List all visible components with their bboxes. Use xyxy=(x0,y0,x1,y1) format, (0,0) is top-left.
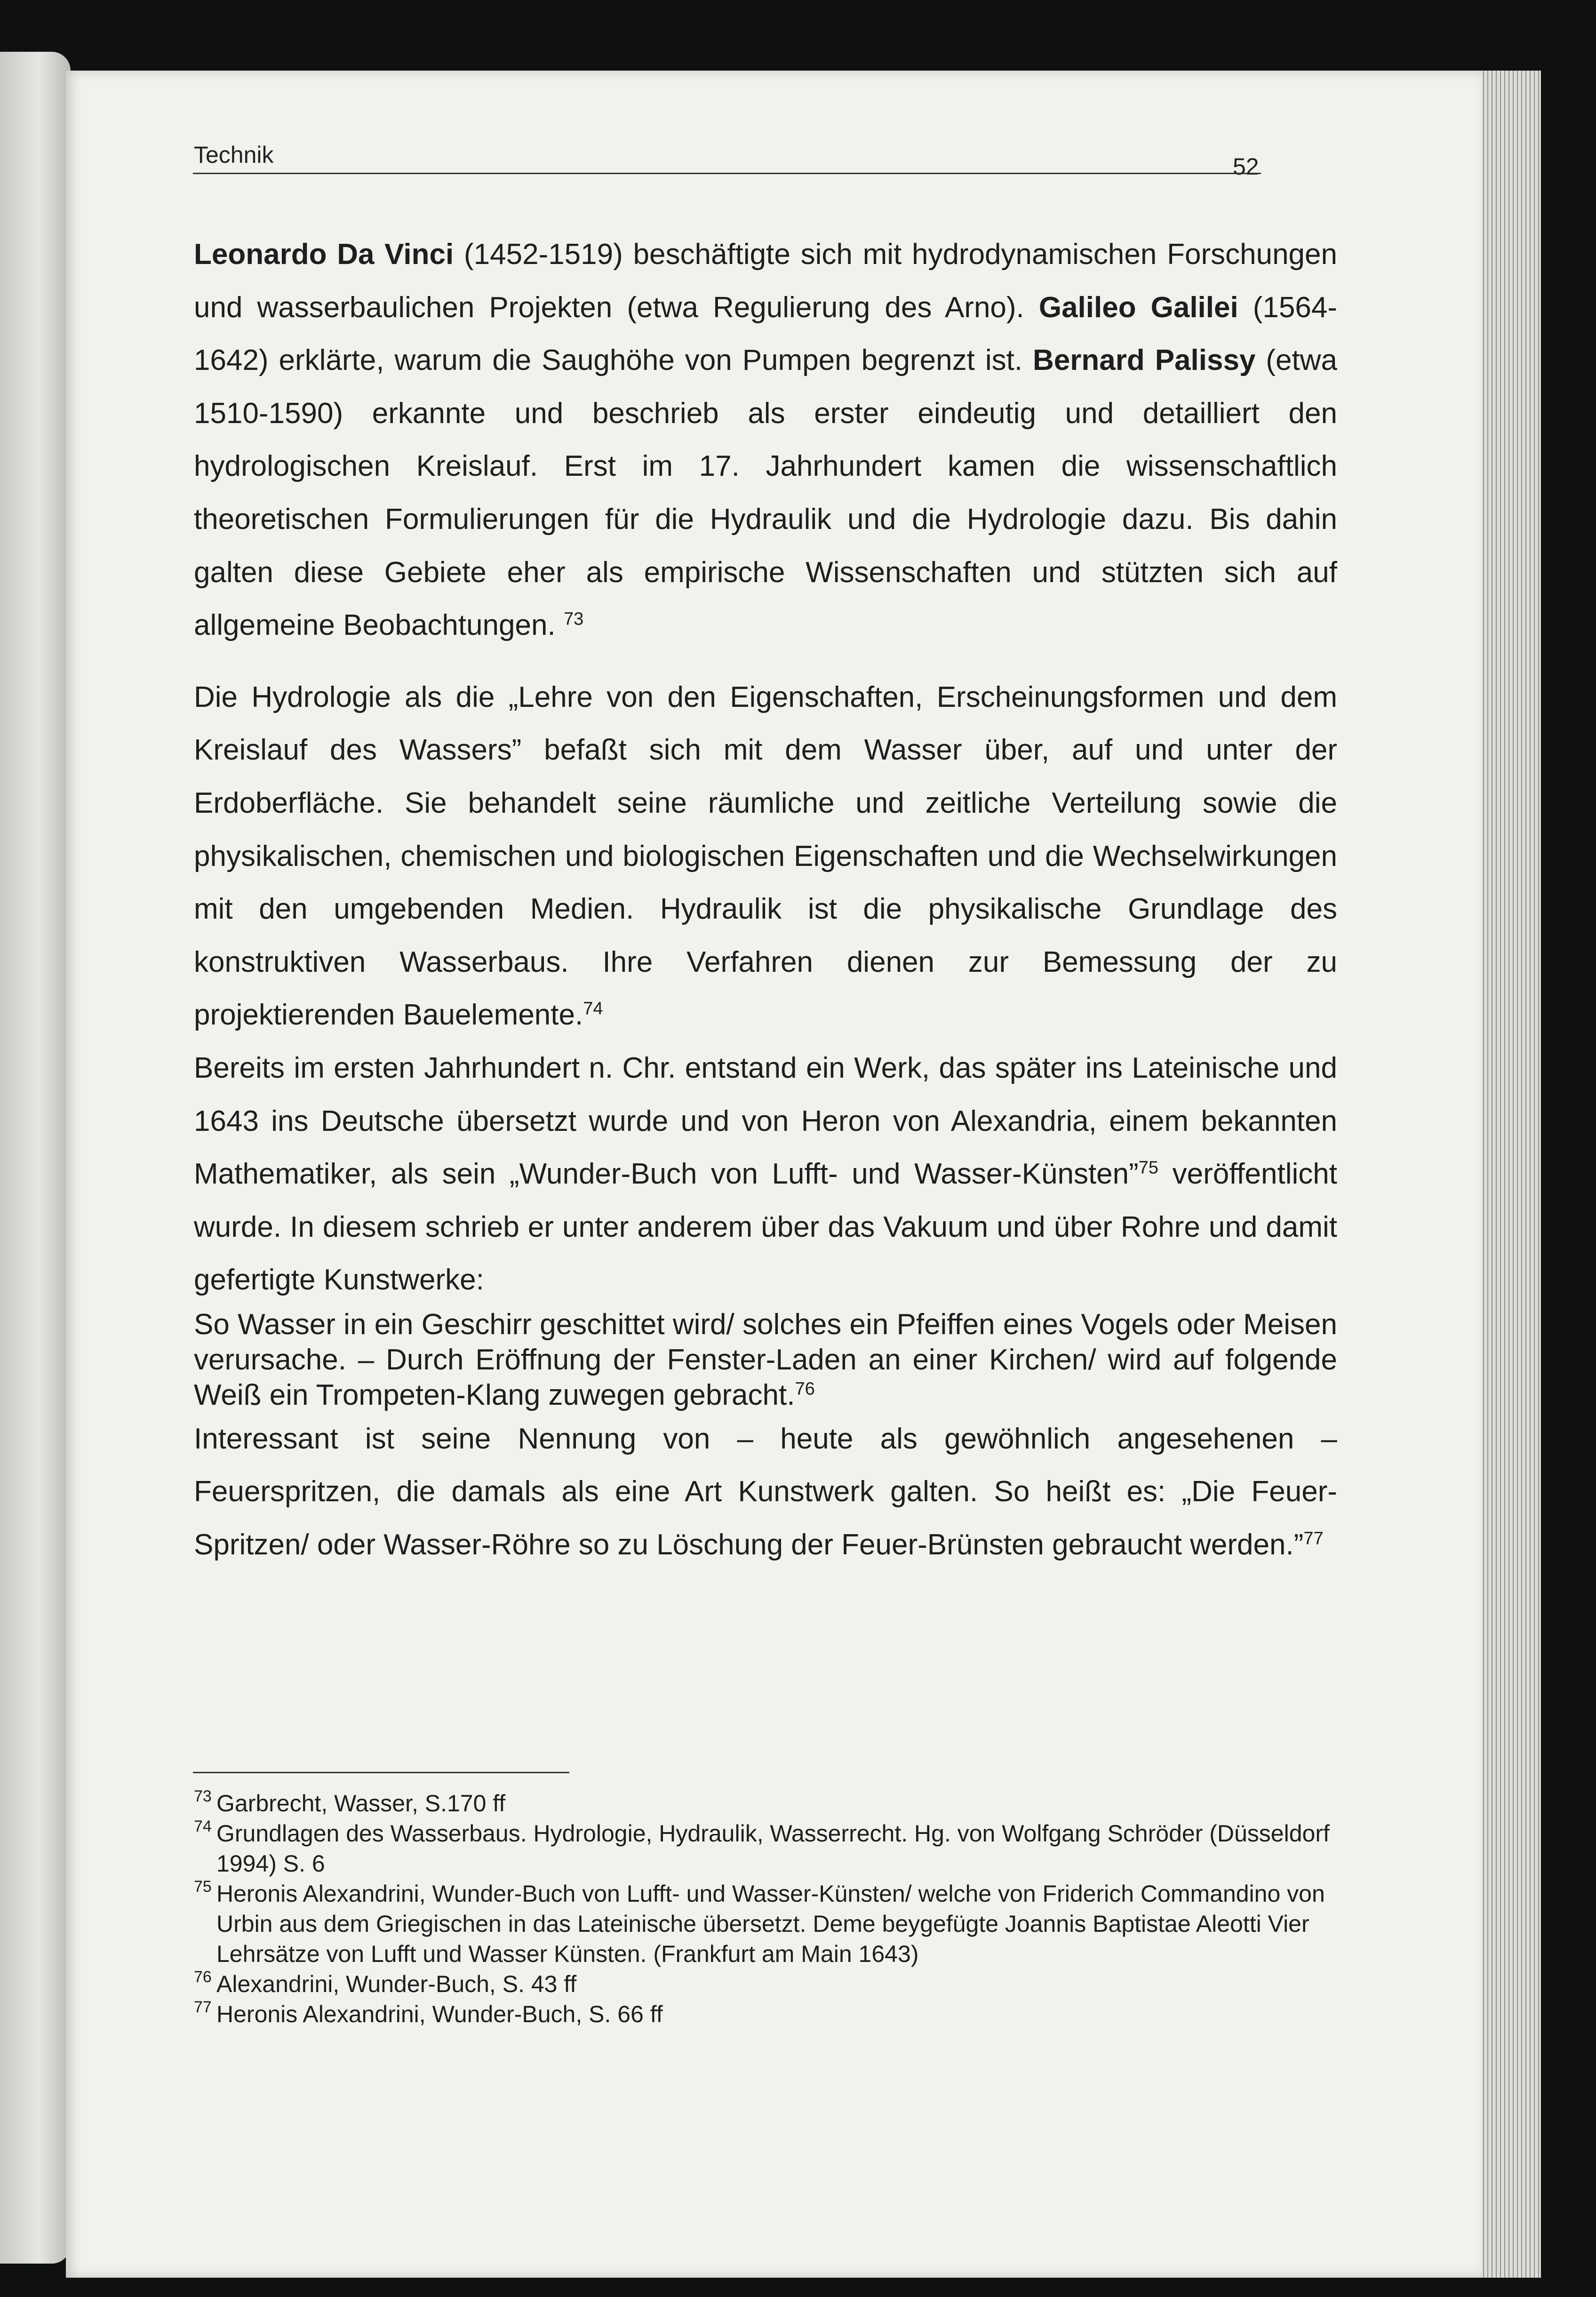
footnote-text: Heronis Alexandrini, Wunder-Buch, S. 66 ff xyxy=(216,2001,663,2027)
paragraph-3-text-a: Bereits im ersten Jahrhundert n. Chr. entstand ein Werk, das später ins Lateinische und 1643 ins Deutsche übersetzt wurde und von Heron von Alexandria, einem bekannten Mathematiker, als sein „Wunder-Buch von Lufft- und Wasser-Künsten” xyxy=(194,1051,1337,1191)
header-rule xyxy=(193,173,1261,174)
footnote-number: 77 xyxy=(194,1998,212,2016)
paragraph-3 xyxy=(194,1042,1337,1307)
footnotes xyxy=(194,1788,1342,2029)
name-da-vinci: Leonardo Da Vinci xyxy=(194,238,454,271)
footnote-73 xyxy=(194,1788,1342,1818)
body-text xyxy=(194,228,1337,1572)
paragraph-1 xyxy=(194,228,1337,652)
footnote-76 xyxy=(194,1969,1342,1999)
page-number: 52 xyxy=(1233,153,1259,180)
paragraph-1-text-a: (1452-1519) beschäftigte sich mit hydrodynamischen Forschungen und wasserbaulichen Projekten (etwa Regulierung des Arno). xyxy=(194,238,1337,324)
paragraph-3-text-b: veröffentlicht wurde. In diesem schrieb er unter anderem über das Vakuum und über Rohre und damit gefertigte Kunstwerke: xyxy=(194,1158,1337,1297)
running-header-title: Technik xyxy=(194,142,274,168)
name-galilei: Galileo Galilei xyxy=(1038,291,1238,324)
footnote-ref-77: 77 xyxy=(1303,1529,1324,1549)
footnote-text: Garbrecht, Wasser, S.170 ff xyxy=(216,1790,506,1817)
paragraph-2-text: Die Hydrologie als die „Lehre von den Eigenschaften, Erscheinungsformen und dem Kreislauf des Wassers” befaßt sich mit dem Wasser über, auf und unter der Erdoberfläche. Sie behandelt seine räumliche und zeitliche Verteilung sowie die physikalischen, chemischen und biologischen Eigenschaften und die Wechselwirkungen mit den umgebenden Medien. Hydraulik ist die physikalische Grundlage des konstruktiven Wasserbaus. Ihre Verfahren dienen zur Bemessung der zu projektierenden Bauelemente. xyxy=(194,680,1337,1032)
footnote-number: 74 xyxy=(194,1817,212,1835)
footnote-text: Heronis Alexandrini, Wunder-Buch von Lufft- und Wasser-Künsten/ welche von Friderich Commandino von Urbin aus dem Griegischen in das Lateinische übersetzt. Deme beygefügte Joannis Baptistae Aleotti Vier Lehrsätze von Lufft und Wasser Künsten. (Frankfurt am Main 1643) xyxy=(216,1881,1325,1967)
paragraph-2 xyxy=(194,671,1337,1042)
footnote-number: 75 xyxy=(194,1878,212,1896)
paragraph-1-text-b: (1564-1642) erklärte, warum die Saughöhe von Pumpen begrenzt ist. xyxy=(194,291,1337,377)
footnote-ref-75: 75 xyxy=(1138,1158,1159,1178)
facing-page-edge xyxy=(0,52,71,2264)
footnote-74 xyxy=(194,1818,1342,1879)
footnote-number: 73 xyxy=(194,1787,212,1805)
block-quote xyxy=(194,1307,1337,1413)
footnote-ref-74: 74 xyxy=(583,999,603,1019)
footnote-text: Grundlagen des Wasserbaus. Hydrologie, Hydraulik, Wasserrecht. Hg. von Wolfgang Schröder (Düsseldorf 1994) S. 6 xyxy=(216,1820,1330,1877)
footnote-number: 76 xyxy=(194,1968,212,1986)
name-palissy: Bernard Palissy xyxy=(1033,344,1256,377)
footnote-77 xyxy=(194,1999,1342,2029)
footnote-ref-73: 73 xyxy=(563,609,584,629)
paragraph-4-text: Interessant ist seine Nennung von – heute als gewöhnlich angesehenen – Feuerspritzen, die damals als eine Art Kunstwerk galten. So heißt es: „Die Feuer-Spritzen/ oder Wasser-Röhre so zu Löschung der Feuer-Brünsten gebraucht werden.” xyxy=(194,1422,1337,1561)
footnote-ref-76: 76 xyxy=(795,1379,815,1399)
paragraph-1-text-c: (etwa 1510-1590) erkannte und beschrieb als erster eindeutig und detailliert den hydrologischen Kreislauf. Erst im 17. Jahrhundert kamen die wissenschaftlich theoretischen Formulierungen für die Hydraulik und die Hydrologie dazu. Bis dahin galten diese Gebiete eher als empirische Wissenschaften und stützten sich auf allgemeine Beobachtungen. xyxy=(194,344,1337,642)
footnote-text: Alexandrini, Wunder-Buch, S. 43 ff xyxy=(216,1971,577,1997)
paragraph-4 xyxy=(194,1413,1337,1572)
footnote-rule xyxy=(193,1772,569,1773)
footnote-75 xyxy=(194,1879,1342,1969)
block-quote-text: So Wasser in ein Geschirr geschittet wird/ solches ein Pfeiffen eines Vogels oder Meisen verursache. – Durch Eröffnung der Fenster-Laden an einer Kirchen/ wird auf folgende Weiß ein Trompeten-Klang zuwegen gebracht. xyxy=(194,1308,1337,1411)
